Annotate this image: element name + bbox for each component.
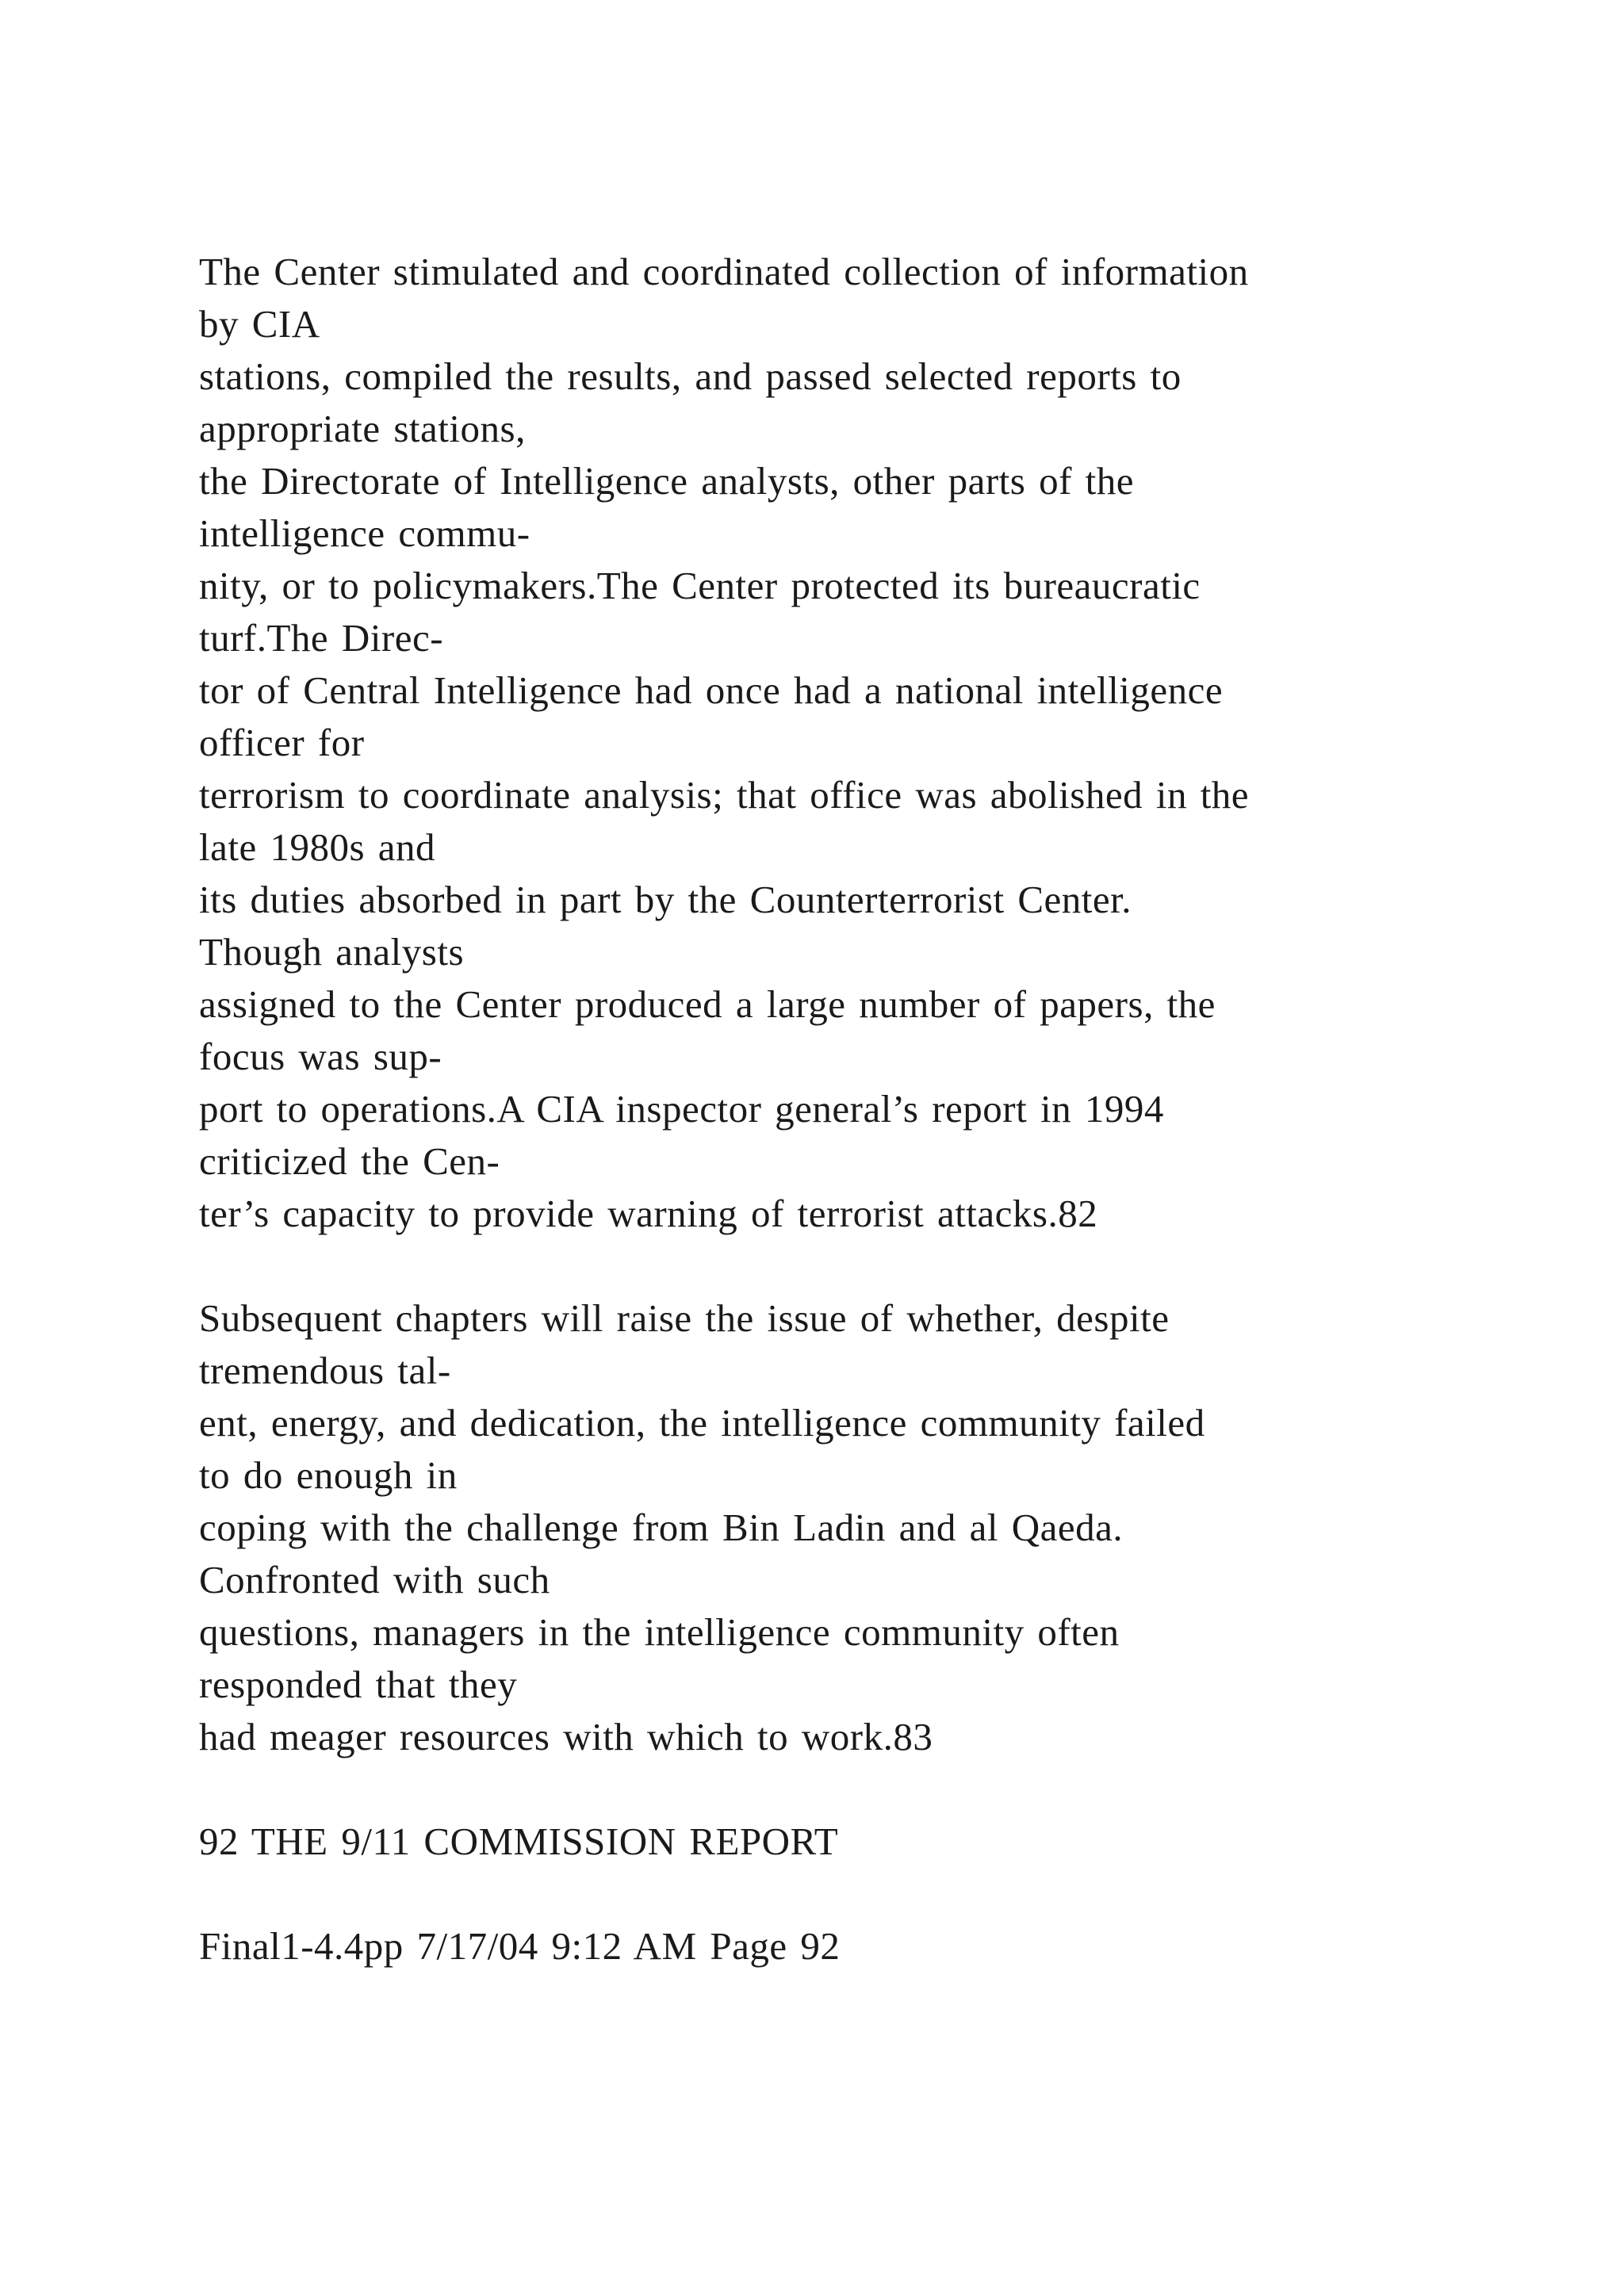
text-line: intelligence commu- bbox=[199, 511, 530, 555]
text-line: criticized the Cen- bbox=[199, 1139, 500, 1183]
text-line: tor of Central Intelligence had once had a national intelligence bbox=[199, 668, 1224, 712]
text-line: Confronted with such bbox=[199, 1558, 550, 1601]
running-title: 92 THE 9/11 COMMISSION REPORT bbox=[199, 1820, 839, 1863]
paragraph-spacer bbox=[199, 1240, 1468, 1292]
text-line: stations, compiled the results, and passed selected reports to bbox=[199, 354, 1182, 398]
page-slug: Final1-4.4pp 7/17/04 9:12 AM Page 92 bbox=[199, 1924, 841, 1968]
text-line: ter’s capacity to provide warning of terrorist attacks.82 bbox=[199, 1192, 1098, 1235]
text-line: responded that they bbox=[199, 1663, 518, 1706]
text-line: assigned to the Center produced a large number of papers, the bbox=[199, 982, 1216, 1026]
text-line: coping with the challenge from Bin Ladin and al Qaeda. bbox=[199, 1506, 1124, 1549]
text-line: Subsequent chapters will raise the issue of whether, despite bbox=[199, 1296, 1170, 1340]
text-line: had meager resources with which to work.83 bbox=[199, 1715, 933, 1758]
text-line: by CIA bbox=[199, 302, 320, 346]
text-line: late 1980s and bbox=[199, 825, 436, 869]
text-line: port to operations.A CIA inspector general’s report in 1994 bbox=[199, 1087, 1164, 1131]
text-line: tremendous tal- bbox=[199, 1349, 451, 1392]
text-line: Though analysts bbox=[199, 930, 465, 974]
paragraph-spacer bbox=[199, 1763, 1468, 1816]
text-line: The Center stimulated and coordinated collection of information bbox=[199, 250, 1249, 293]
text-line: appropriate stations, bbox=[199, 407, 526, 450]
paragraph bbox=[199, 1292, 1468, 1763]
text-line: turf.The Direc- bbox=[199, 616, 444, 660]
text-line: terrorism to coordinate analysis; that office was abolished in the bbox=[199, 773, 1250, 817]
text-line: questions, managers in the intelligence community often bbox=[199, 1610, 1120, 1654]
text-line: nity, or to policymakers.The Center protected its bureaucratic bbox=[199, 564, 1201, 607]
text-line: to do enough in bbox=[199, 1453, 458, 1497]
text-line: focus was sup- bbox=[199, 1035, 442, 1078]
text-line: ent, energy, and dedication, the intelligence community failed bbox=[199, 1401, 1205, 1445]
text-line: the Directorate of Intelligence analysts, other parts of the bbox=[199, 459, 1135, 503]
text-line: officer for bbox=[199, 721, 365, 764]
text-line: its duties absorbed in part by the Counterterrorist Center. bbox=[199, 878, 1132, 921]
document-body bbox=[199, 246, 1468, 1973]
paragraph-spacer bbox=[199, 1868, 1468, 1920]
paragraph bbox=[199, 246, 1468, 1240]
